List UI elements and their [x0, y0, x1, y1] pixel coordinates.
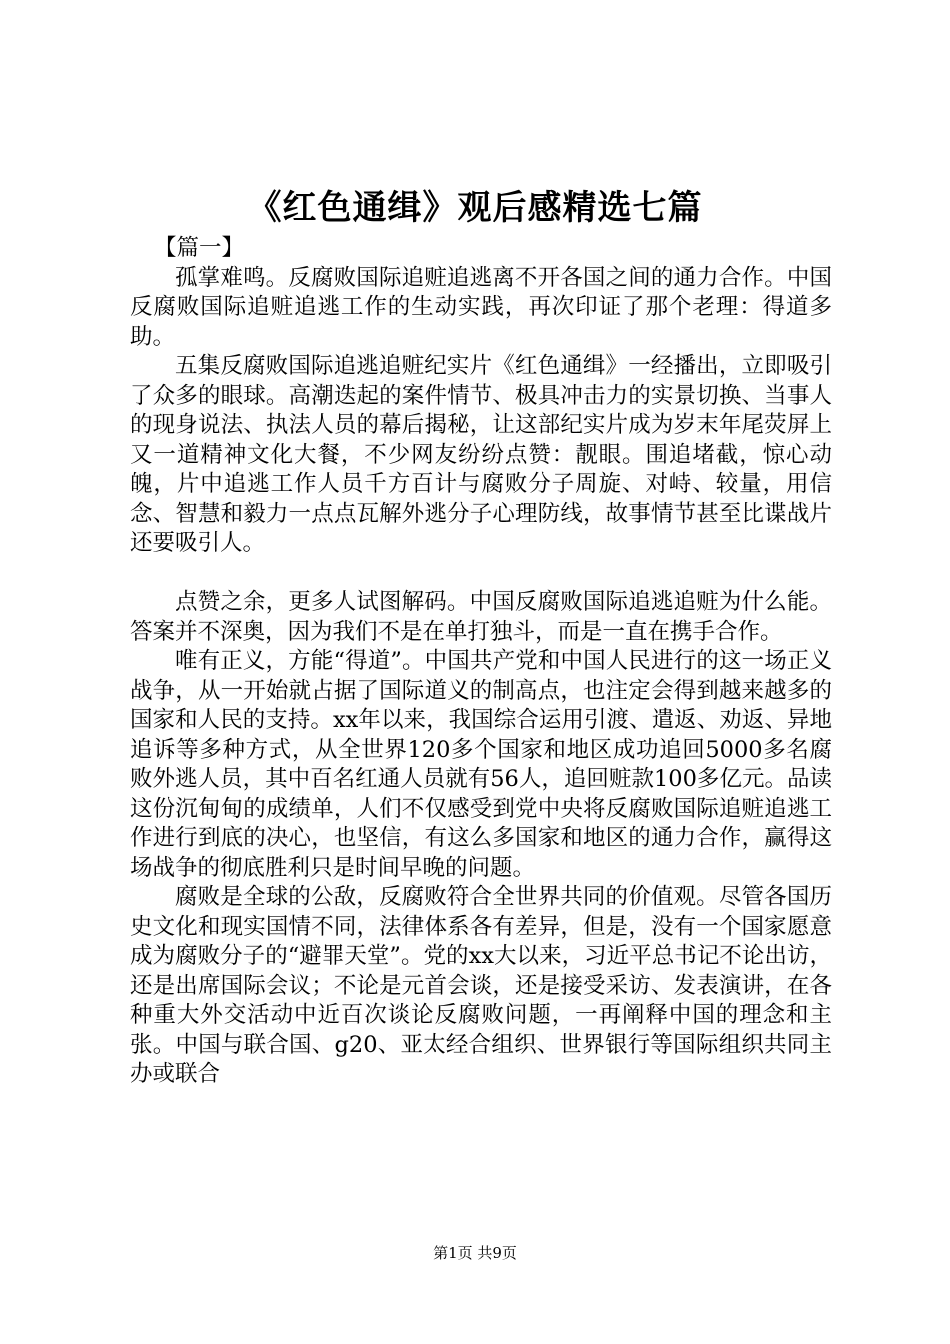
- document-body: [130, 234, 832, 1090]
- paragraph-1: 孤掌难鸣。反腐败国际追赃追逃离不开各国之间的通力合作。中国反腐败国际追赃追逃工作的生动实践，再次印证了那个老理：得道多助。: [130, 264, 832, 350]
- page-number-footer: 第1页 共9页: [433, 1244, 517, 1262]
- paragraph-5: 腐败是全球的公敌，反腐败符合全世界共同的价值观。尽管各国历史文化和现实国情不同，法律体系各有差异，但是，没有一个国家愿意成为腐败分子的“避罪天堂”。党的xx大以来，习近平总书记不论出访，还是出席国际会议；不论是元首会谈，还是接受采访、发表演讲，在各种重大外交活动中近百次谈论反腐败问题，一再阐释中国的理念和主张。中国与联合国、g20、亚太经合组织、世界银行等国际组织共同主办或联合: [130, 884, 832, 1087]
- paragraph-3: 点赞之余，更多人试图解码。中国反腐败国际追逃追赃为什么能。答案并不深奥，因为我们不是在单打独斗，而是一直在携手合作。: [130, 589, 832, 645]
- document-title: 《红色通缉》观后感精选七篇: [247, 188, 703, 228]
- paragraph-2: 五集反腐败国际追逃追赃纪实片《红色通缉》一经播出，立即吸引了众多的眼球。高潮迭起的案件情节、极具冲击力的实景切换、当事人的现身说法、执法人员的幕后揭秘，让这部纪实片成为岁末年尾荧屏上又一道精神文化大餐，不少网友纷纷点赞：靓眼。围追堵截，惊心动魄，片中追逃工作人员千方百计与腐败分子周旋、对峙、较量，用信念、智慧和毅力一点点瓦解外逃分子心理防线，故事情节甚至比谍战片还要吸引人。: [130, 353, 832, 556]
- paragraph-4: 唯有正义，方能“得道”。中国共产党和中国人民进行的这一场正义战争，从一开始就占据了国际道义的制高点，也注定会得到越来越多的国家和人民的支持。xx年以来，我国综合运用引渡、遣返、劝返、异地追诉等多种方式，从全世界120多个国家和地区成功追回5000多名腐败外逃人员，其中百名红通人员就有56人，追回赃款100多亿元。品读这份沉甸甸的成绩单，人们不仅感受到党中央将反腐败国际追赃追逃工作进行到底的决心，也坚信，有这么多国家和地区的通力合作，赢得这场战争的彻底胜利只是时间早晚的问题。: [130, 648, 832, 881]
- section-heading: 【篇一】: [154, 235, 245, 261]
